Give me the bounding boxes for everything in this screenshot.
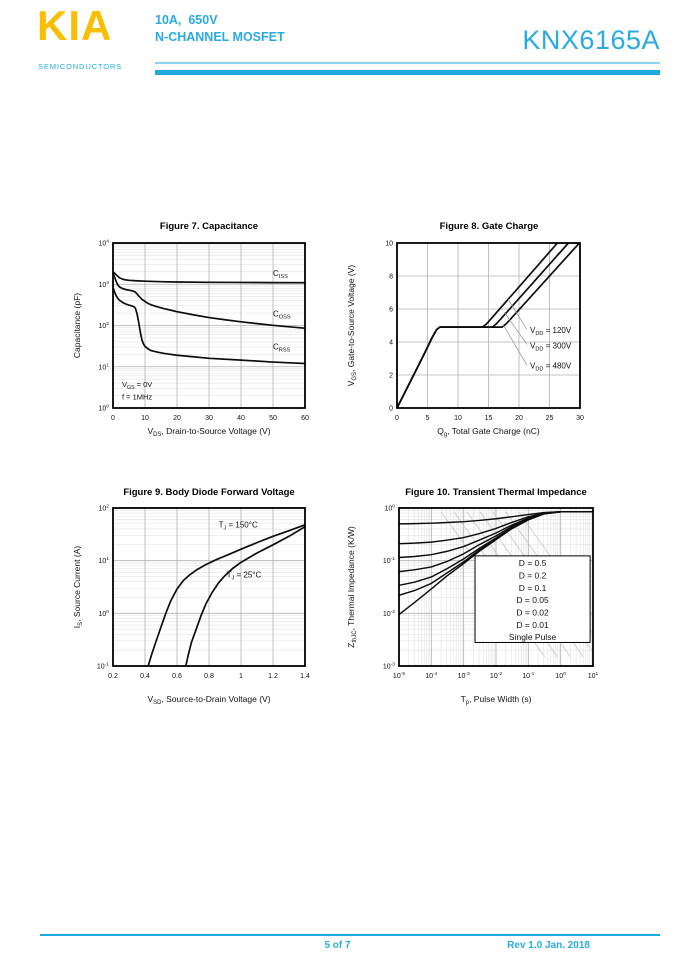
svg-text:10: 10 [454,415,462,422]
figure-9-chart [60,503,340,720]
header-rule-thick [155,70,660,75]
svg-text:CRSS: $C_{RSS}$ [273,342,291,354]
figure-9-title: Figure 9. Body Diode Forward Voltage [123,487,295,498]
svg-text:10-4: $10^{-4}$ [425,672,438,680]
svg-text:4: 4 [389,339,393,347]
axis-tick-labels [97,504,310,681]
svg-text:10-3: $10^{-3}$ [382,662,395,671]
svg-text:VDD = 480V: $V_{DD} = 480V$ [529,361,572,373]
svg-text:VGS = 0V: $V_{GS} = 0V$ [121,380,153,392]
svg-text:CISS: $C_{ISS}$ [273,268,288,280]
svg-text:100: $10^0$ [384,504,395,513]
y-axis-title: $Z_{thJC}$, Thermal Impedance (K/W) [346,526,358,648]
x-axis-title: $Q_g$, Total Gate Charge (nC) [437,426,540,438]
svg-text:102: $10^2$ [98,322,109,330]
svg-text:100: $10^0$ [555,672,566,680]
part-number: KNX6165A [522,25,660,55]
brand-logo-subtext: SEMICONDUCTORS [38,62,123,71]
svg-text:50: 50 [269,415,277,422]
svg-text:20: 20 [515,415,523,422]
y-axis-title: Capacitance (pF) [72,292,82,359]
svg-text:10-1: $10^{-1}$ [382,557,395,566]
svg-text:10-3: $10^{-3}$ [457,672,470,680]
device-rating: 10A, 650V [155,13,218,27]
y-axis-title: $I_S$, Source Current (A) [72,545,84,629]
figure-8 [345,221,645,454]
svg-text:1.2: 1.2 [268,673,278,680]
svg-text:8: 8 [389,273,393,281]
svg-text:0: 0 [389,405,393,413]
svg-text:D = 0.05: D = 0.05 [516,595,549,606]
svg-text:TJ = 150°C: $T_J = 150^\circ C$ [218,520,258,532]
svg-text:1.4: 1.4 [300,673,310,680]
svg-text:D = 0.01: D = 0.01 [516,619,549,630]
figure-7-title: Figure 7. Capacitance [159,221,259,232]
svg-text:0: 0 [111,415,115,422]
svg-text:20: 20 [173,415,181,422]
page-number: 5 of 7 [324,940,351,951]
legend [475,556,590,643]
svg-text:102: $10^2$ [98,504,109,513]
svg-text:0.4: 0.4 [140,673,150,680]
svg-text:VDD = 300V: $V_{DD} = 300V$ [529,341,572,353]
svg-text:0.2: 0.2 [108,673,118,680]
svg-text:104: $10^4$ [98,239,109,248]
svg-text:VDD = 120V: $V_{DD} = 120V$ [529,325,572,337]
svg-text:2: 2 [389,372,393,380]
figure-10-chart [345,503,655,720]
x-axis-title: $V_{DS}$, Drain-to-Source Voltage (V) [147,426,271,438]
svg-text:10-5: $10^{-5}$ [392,672,406,680]
svg-text:101: $10^1$ [98,363,109,372]
figure-7-chart [60,237,340,454]
header-rule-thin [155,62,660,64]
svg-text:D = 0.02: D = 0.02 [516,607,549,618]
svg-text:D = 0.2: D = 0.2 [518,570,547,581]
figure-9 [60,487,340,720]
x-axis-title: $V_{SD}$, Source-to-Drain Voltage (V) [147,694,271,706]
revision-label: Rev 1.0 Jan. 2018 [507,940,590,951]
figure-7 [60,221,340,454]
svg-text:10-2: $10^{-2}$ [489,672,503,680]
svg-text:60: 60 [301,415,309,422]
device-type: N-CHANNEL MOSFET [155,30,285,44]
svg-text:103: $10^3$ [98,280,109,289]
svg-text:10-1: $10^{-1}$ [522,672,535,680]
svg-text:40: 40 [237,415,245,422]
svg-text:D = 0.1: D = 0.1 [518,582,547,593]
leader-line [503,325,527,365]
svg-text:100: $10^0$ [98,609,109,618]
svg-text:0.8: 0.8 [204,673,214,680]
figure-8-chart [345,237,645,454]
svg-text:10-2: $10^{-2}$ [382,609,395,618]
svg-text:5: 5 [425,415,430,422]
brand-logo-text: KIA [37,2,113,49]
figure-10-thermal-impedance-svg [345,503,655,715]
svg-text:15: 15 [484,415,493,422]
svg-text:30: 30 [205,415,213,422]
figure-7-capacitance-svg [60,237,340,449]
grid-major [113,508,305,666]
leader-line [504,312,527,344]
svg-text:101: $10^1$ [98,557,109,566]
svg-text:6: 6 [389,306,393,314]
svg-text:101: $10^1$ [587,672,599,680]
svg-text:10-1: $10^{-1}$ [96,662,109,671]
svg-text:0.6: 0.6 [172,673,182,680]
svg-text:1: 1 [239,673,243,680]
svg-text:TJ = 25°C: $T_J = 25^\circ C$ [226,570,262,582]
svg-text:0: 0 [395,415,399,422]
svg-text:100: $10^0$ [98,404,109,413]
y-axis-title: $V_{GS}$, Gate-to-Source Voltage (V) [346,264,358,387]
svg-text:10: 10 [141,415,149,422]
svg-text:10: 10 [385,240,393,248]
svg-text:25: 25 [545,415,554,422]
svg-text:Single Pulse: Single Pulse [508,632,557,643]
figure-9-body-diode-svg [60,503,340,715]
tj-150c-curve [148,525,305,666]
footer-rule [40,934,660,936]
svg-text:D = 0.5: D = 0.5 [518,558,547,569]
figure-10-title: Figure 10. Transient Thermal Impedance [405,487,587,498]
figure-8-gate-charge-svg [345,237,645,449]
x-axis-title: $T_p$, Pulse Width (s) [460,694,532,706]
svg-text:COSS: $C_{OSS}$ [273,309,291,321]
figure-10 [345,487,655,720]
svg-text:f = 1MHz: f = 1MHz [121,392,153,402]
svg-text:30: 30 [576,415,584,422]
figure-8-title: Figure 8. Gate Charge [439,221,539,232]
